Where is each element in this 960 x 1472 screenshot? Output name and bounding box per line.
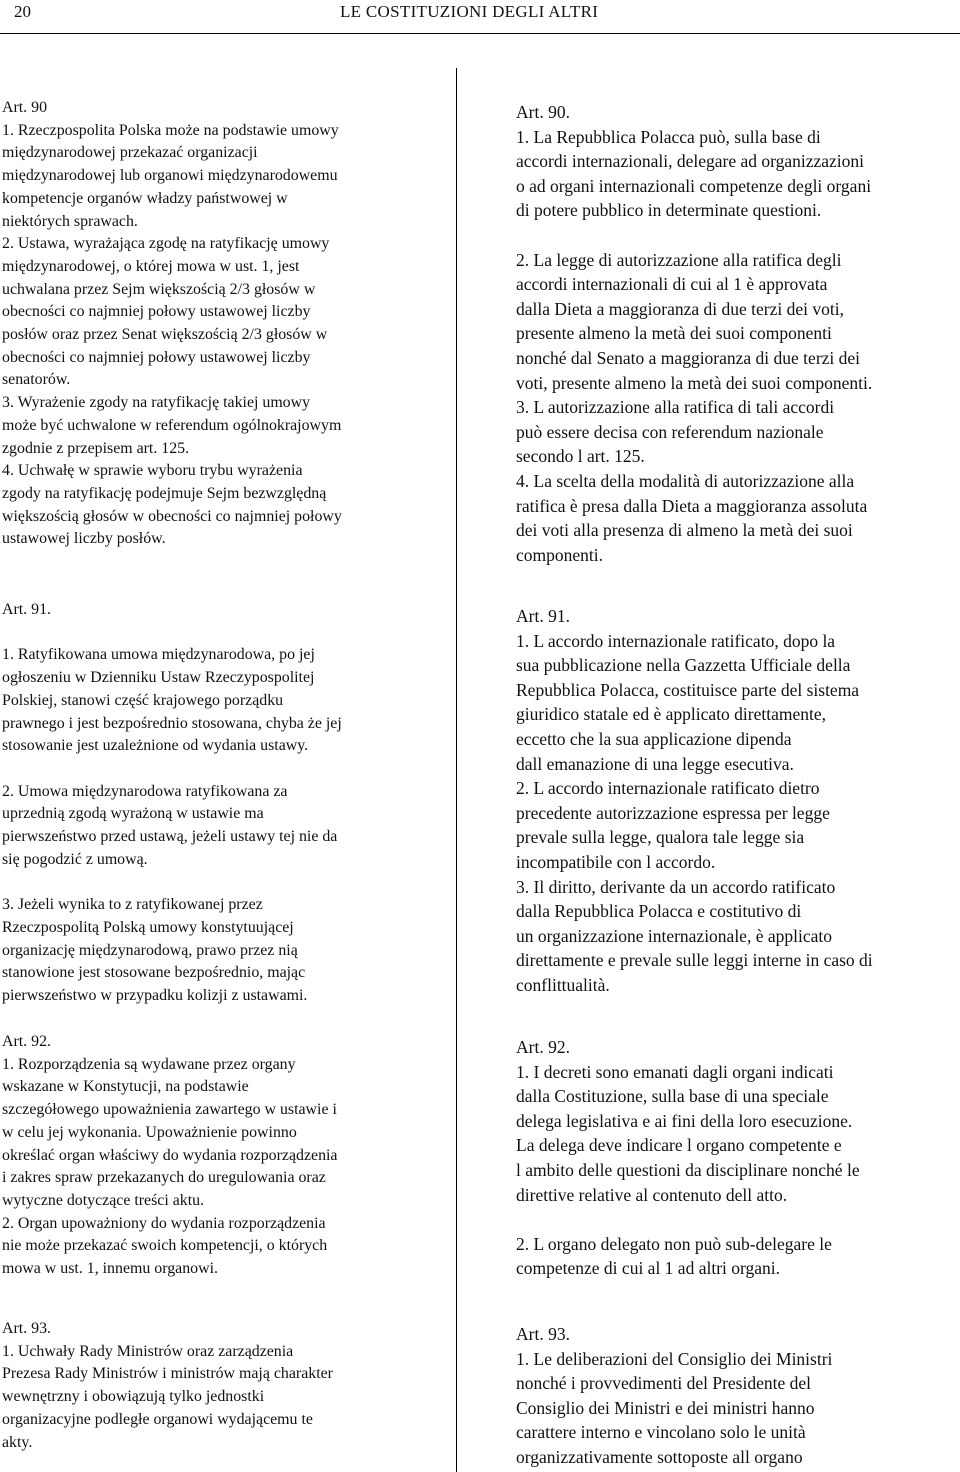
paragraph-line: 3. Jeżeli wynika to z ratyfikowanej przez xyxy=(2,896,263,914)
italian-article-91 xyxy=(516,604,960,998)
article-title: Art. 90 xyxy=(2,99,48,116)
paragraph-line: ogłoszeniu w Dzienniku Ustaw Rzeczypospolitej xyxy=(2,669,315,687)
paragraph-line: 1. Uchwały Rady Ministrów oraz zarządzenia xyxy=(2,1342,294,1360)
paragraph-line: międzynarodowej przekazać organizacji xyxy=(2,144,258,162)
paragraph-line: dall emanazione di una legge esecutiva. xyxy=(516,753,794,774)
paragraph-line: nonché i provvedimenti del Presidente del xyxy=(516,1373,811,1394)
paragraph-line: 1. Rozporządzenia są wydawane przez organy xyxy=(2,1055,296,1073)
paragraph-line: accordi internazionali, delegare ad organizzazioni xyxy=(516,151,865,172)
paragraph-line: ratifica è presa dalla Dieta a maggioranza assoluta xyxy=(516,495,868,516)
paragraph-line: pierwszeństwo przed ustawą, jeżeli ustawy tej nie da xyxy=(2,828,338,845)
paragraph-line: giuridico statale ed è applicato direttamente, xyxy=(516,704,827,725)
article-title: Art. 92. xyxy=(2,1033,51,1050)
paragraph-line: 1. Rzeczpospolita Polska może na podstawie umowy xyxy=(2,121,339,139)
paragraph-line: Rzeczpospolitą Polską umowy konstytuującej xyxy=(2,918,294,936)
paragraph-line: 2. Organ upoważniony do wydania rozporządzenia xyxy=(2,1214,326,1232)
polish-article-93 xyxy=(2,1318,444,1454)
paragraph-line: 2. Ustawa, wyrażająca zgodę na ratyfikację umowy xyxy=(2,235,330,253)
polish-article-90 xyxy=(2,97,444,551)
paragraph-line: senatorów. xyxy=(2,371,71,389)
paragraph-line: 2. L accordo internazionale ratificato dietro xyxy=(516,778,820,799)
paragraph-line: Repubblica Polacca, costituisce parte del sistema xyxy=(516,679,860,700)
paragraph-line: può essere decisa con referendum nazionale xyxy=(516,421,824,442)
paragraph-line: międzynarodowej, o której mowa w ust. 1, jest xyxy=(2,257,300,275)
paragraph-line: może być uchwalone w referendum ogólnokrajowym xyxy=(2,416,342,434)
paragraph-line: 1. La Repubblica Polacca può, sulla base di xyxy=(516,126,821,147)
paragraph-line: organizacyjne podległe organowi wydającemu te xyxy=(2,1410,313,1428)
paragraph-line: nonché dal Senato a maggioranza di due terzi dei xyxy=(516,347,861,368)
paragraph-line: 3. L autorizzazione alla ratifica di tali accordi xyxy=(516,397,835,418)
paragraph-line: w celu jej wykonania. Upoważnienie powinno xyxy=(2,1123,297,1141)
paragraph-line: wewnętrzny i obowiązują tylko jednostki xyxy=(2,1388,265,1406)
paragraph-line: o ad organi internazionali competenze degli organi xyxy=(516,175,872,196)
paragraph-line: 4. Uchwałę w sprawie wyboru trybu wyrażenia xyxy=(2,462,303,480)
paragraph-line: akty. xyxy=(2,1433,33,1451)
paragraph-line: Prezesa Rady Ministrów i ministrów mają charakter xyxy=(2,1365,333,1383)
paragraph-line: szczegółowego upoważnienia zawartego w ustawie i xyxy=(2,1101,337,1119)
paragraph-line: 3. Il diritto, derivante da un accordo ratificato xyxy=(516,876,836,897)
paragraph-line: większością głosów w obecności co najmniej połowy xyxy=(2,507,342,525)
paragraph-line: 1. I decreti sono emanati dagli organi indicati xyxy=(516,1061,834,1082)
running-title: LE COSTITUZIONI DEGLI ALTRI xyxy=(340,2,599,21)
paragraph-line: 2. La legge di autorizzazione alla ratifica degli xyxy=(516,249,842,270)
paragraph-line: precedente autorizzazione espressa per legge xyxy=(516,802,830,823)
paragraph-line: obecności co najmniej połowy ustawowej liczby xyxy=(2,348,311,366)
paragraph-line: uchwalana przez Sejm większością 2/3 głosów w xyxy=(2,280,316,298)
paragraph-line: obecności co najmniej połowy ustawowej liczby xyxy=(2,303,311,321)
polish-article-92 xyxy=(2,1031,444,1281)
paragraph-line: prawnego i jest bezpośrednio stosowana, chyba że jej xyxy=(2,714,342,732)
paragraph-line: posłów oraz przez Senat większością 2/3 głosów w xyxy=(2,326,328,344)
italian-article-90 xyxy=(516,100,960,567)
paragraph-line: 1. L accordo internazionale ratificato, dopo la xyxy=(516,630,836,651)
paragraph-line: presente almeno la metà dei suoi componenti xyxy=(516,323,832,344)
paragraph-line: stanowione jest stosowane bezpośrednio, mając xyxy=(2,964,306,982)
paragraph-line: delega legislativa e ai fini della loro esecuzione. xyxy=(516,1110,853,1131)
page-number: 20 xyxy=(14,2,31,21)
paragraph-line: carattere interno e vincolano solo le unità xyxy=(516,1422,806,1443)
column-divider xyxy=(456,68,457,1472)
paragraph-line: direttamente e prevale sulle leggi interne in caso di xyxy=(516,950,873,971)
article-title: Art. 91. xyxy=(2,601,51,618)
paragraph-line: się pogodzić z umową. xyxy=(2,850,148,868)
polish-article-91 xyxy=(2,599,444,1008)
paragraph-line: zgodnie z przepisem art. 125. xyxy=(2,439,190,457)
paragraph-line: di potere pubblico in determinate questioni. xyxy=(516,200,822,221)
paragraph-line: wskazane w Konstytucji, na podstawie xyxy=(2,1078,249,1096)
header-rule xyxy=(0,33,960,34)
article-title: Art. 91. xyxy=(516,606,570,626)
paragraph-line: dalla Repubblica Polacca e costitutivo di xyxy=(516,901,802,922)
article-title: Art. 93. xyxy=(516,1324,570,1344)
paragraph-line: competenze di cui al 1 ad altri organi. xyxy=(516,1258,781,1279)
paragraph-line: 2. Umowa międzynarodowa ratyfikowana za xyxy=(2,782,288,800)
paragraph-line: mowa w ust. 1, innemu organowi. xyxy=(2,1260,218,1278)
paragraph-line: kompetencje organów władzy państwowej w xyxy=(2,189,288,207)
paragraph-line: dalla Dieta a maggioranza di due terzi dei voti, xyxy=(516,298,844,319)
paragraph-line: 1. Le deliberazioni del Consiglio dei Ministri xyxy=(516,1348,833,1369)
paragraph-line: wytyczne dotyczące treści aktu. xyxy=(2,1191,205,1209)
page-header xyxy=(0,0,960,36)
paragraph-line: voti, presente almeno la metà dei suoi componenti. xyxy=(516,372,873,393)
paragraph-line: organizzativamente sottoposte all organo xyxy=(516,1446,803,1467)
paragraph-line: un organizzazione internazionale, è applicato xyxy=(516,925,832,946)
paragraph-line: określać organ właściwy do wydania rozporządzenia xyxy=(2,1146,338,1164)
paragraph-line: La delega deve indicare l organo competente e xyxy=(516,1135,842,1156)
paragraph-line: dalla Costituzione, sulla base di una speciale xyxy=(516,1086,829,1107)
paragraph-line: accordi internazionali di cui al 1 è approvata xyxy=(516,274,828,295)
paragraph-line: uprzednią zgodą wyrażoną w ustawie ma xyxy=(2,805,264,823)
paragraph-line: direttive relative al contenuto dell atto. xyxy=(516,1184,788,1205)
paragraph-line: organizację międzynarodową, prawo przez nią xyxy=(2,941,298,959)
paragraph-line: componenti. xyxy=(516,544,603,565)
paragraph-line: Polskiej, stanowi część krajowego porządku xyxy=(2,691,284,709)
paragraph-line: 1. Ratyfikowana umowa międzynarodowa, po jej xyxy=(2,646,315,664)
paragraph-line: nie może przekazać swoich kompetencji, o których xyxy=(2,1237,328,1255)
paragraph-line: Consiglio dei Ministri e dei ministri hanno xyxy=(516,1397,815,1418)
italian-article-93 xyxy=(516,1322,960,1470)
paragraph-line: zgody na ratyfikację podejmuje Sejm bezwzględną xyxy=(2,484,327,502)
paragraph-line: sua pubblicazione nella Gazzetta Ufficiale della xyxy=(516,655,851,676)
paragraph-line: prevale sulla legge, qualora tale legge sia xyxy=(516,827,805,848)
paragraph-line: ustawowej liczby posłów. xyxy=(2,530,166,548)
paragraph-line: stosowanie jest uzależnione od wydania ustawy. xyxy=(2,737,309,755)
paragraph-line: i zakres spraw przekazanych do uregulowania oraz xyxy=(2,1169,326,1187)
italian-article-92 xyxy=(516,1035,960,1281)
article-title: Art. 93. xyxy=(2,1320,51,1337)
paragraph-line: międzynarodowej lub organowi międzynarodowemu xyxy=(2,167,338,185)
article-title: Art. 90. xyxy=(516,102,570,122)
paragraph-line: niektórych sprawach. xyxy=(2,212,138,230)
article-title: Art. 92. xyxy=(516,1037,570,1057)
paragraph-line: 2. L organo delegato non può sub-delegare le xyxy=(516,1233,832,1254)
paragraph-line: conflittualità. xyxy=(516,974,610,995)
paragraph-line: incompatibile con l accordo. xyxy=(516,851,716,872)
paragraph-line: 3. Wyrażenie zgody na ratyfikację takiej umowy xyxy=(2,394,311,412)
paragraph-line: pierwszeństwo w przypadku kolizji z ustawami. xyxy=(2,986,308,1004)
paragraph-line: dei voti alla presenza di almeno la metà dei suoi xyxy=(516,520,853,541)
paragraph-line: secondo l art. 125. xyxy=(516,446,645,467)
paragraph-line: eccetto che la sua applicazione dipenda xyxy=(516,728,792,749)
paragraph-line: 4. La scelta della modalità di autorizzazione alla xyxy=(516,470,855,491)
paragraph-line: l ambito delle questioni da disciplinare nonché le xyxy=(516,1159,860,1180)
